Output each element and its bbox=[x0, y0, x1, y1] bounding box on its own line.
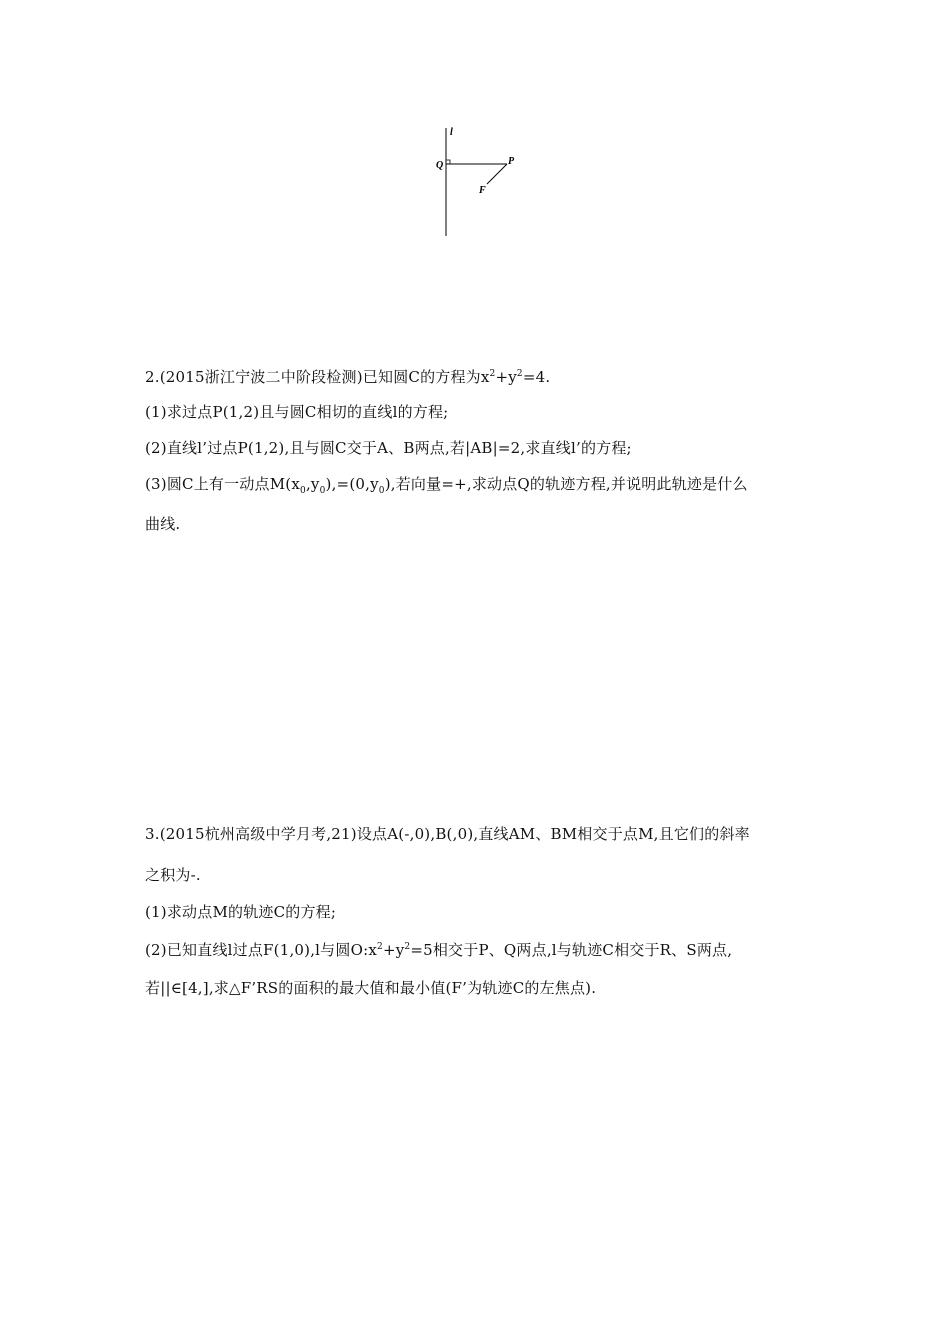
segment-pf bbox=[487, 164, 507, 184]
q2-part1: (1)求过点P(1,2)且与圆C相切的直线l的方程; bbox=[145, 403, 449, 421]
q3-part1: (1)求动点M的轨迹C的方程; bbox=[145, 903, 337, 921]
label-l: l bbox=[450, 127, 453, 138]
q3-part2: (2)已知直线l过点F(1,0),l与圆$O:x^2+y^2=5$相交于P、Q两点,l与轨迹C相交于R、S两点, bbox=[145, 941, 733, 959]
right-angle-marker bbox=[446, 160, 450, 164]
geometry-figure bbox=[425, 120, 535, 240]
q2-part3-cont: 曲线. bbox=[145, 515, 181, 533]
q3-stem: 3.(2015杭州高级中学月考,21)设点A(-,0),B(,0),直线AM、BM相交于点M,且它们的斜率 bbox=[145, 825, 750, 843]
q2-part2: (2)直线l’过点P(1,2),且与圆C交于A、B两点,若|AB|=2,求直线l’的方程; bbox=[145, 439, 632, 457]
q3-stem-cont: 之积为-. bbox=[145, 866, 201, 884]
q3-part2-cont: 若||∈[4,],求△F’RS的面积的最大值和最小值(F’为轨迹C的左焦点). bbox=[145, 979, 597, 997]
label-f: F bbox=[479, 185, 486, 196]
label-p: P bbox=[508, 156, 515, 167]
q2-stem: 2.(2015浙江宁波二中阶段检测)已知圆C的方程为$x^2+y^2=4$. bbox=[145, 368, 551, 386]
label-q: Q bbox=[436, 160, 444, 171]
q2-part3: (3)圆C上有一动点$M(x_0,y_0),=(0,y_0)$,若向量=+,求动点Q的轨迹方程,并说明此轨迹是什么 bbox=[145, 475, 748, 496]
